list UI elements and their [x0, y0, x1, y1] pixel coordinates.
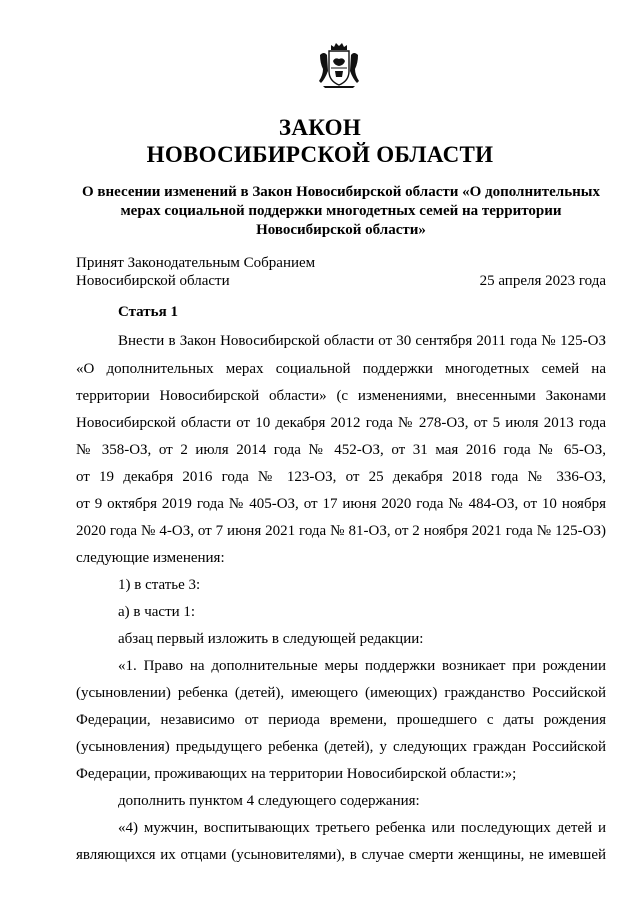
- body-line: следующие изменения:: [76, 550, 225, 566]
- subtitle-line: Новосибирской области»: [256, 222, 426, 238]
- body-line: от 9 октября 2019 года № 405-ОЗ, от 17 июня 2020 года № 484-ОЗ, от 10 ноября: [76, 496, 606, 512]
- adopted-by-line2: Новосибирской области: [76, 273, 230, 289]
- body-line: «4) мужчин, воспитывающих третьего ребенка или последующих детей и: [118, 820, 606, 836]
- body-line: 1) в статье 3:: [118, 577, 201, 593]
- body-line: Федерации, независимо от периода времени, прошедшего с даты рождения: [76, 712, 606, 728]
- region-title: НОВОСИБИРСКОЙ ОБЛАСТИ: [146, 142, 494, 167]
- body-line: являющихся их отцами (усыновителями), в случае смерти женщины, не имевшей: [76, 847, 606, 863]
- body-line: от 19 декабря 2016 года № 123-ОЗ, от 25 декабря 2018 года № 336-ОЗ,: [76, 469, 606, 485]
- body-line: (усыновлении) ребенка (детей), имеющего (имеющих) гражданство Российской: [76, 685, 606, 701]
- body-line: территории Новосибирской области» (с изменениями, внесенными Законами: [76, 388, 606, 404]
- body-line: Новосибирской области от 10 декабря 2012 года № 278-ОЗ, от 5 июля 2013 года: [76, 415, 606, 431]
- body-line: 2020 года № 4-ОЗ, от 7 июня 2021 года № 81-ОЗ, от 2 ноября 2021 года № 125-ОЗ): [76, 523, 606, 539]
- law-subtitle: [76, 202, 606, 221]
- adoption-date: 25 апреля 2023 года: [479, 273, 606, 289]
- law-subtitle: [76, 221, 606, 240]
- subtitle-line: мерах социальной поддержки многодетных семей на территории: [120, 203, 562, 219]
- body-line: (усыновления) предыдущего ребенка (детей), у следующих граждан Российской: [76, 739, 606, 755]
- law-subtitle: [76, 183, 606, 202]
- body-line: Внести в Закон Новосибирской области от 30 сентября 2011 года № 125-ОЗ: [118, 333, 606, 349]
- body-line: абзац первый изложить в следующей редакции:: [118, 631, 424, 647]
- body-line: «1. Право на дополнительные меры поддержки возникает при рождении: [118, 658, 606, 674]
- body-line: Федерации, проживающих на территории Новосибирской области:»;: [76, 766, 517, 782]
- body-line: № 358-ОЗ, от 2 июля 2014 года № 452-ОЗ, от 31 мая 2016 года № 65-ОЗ,: [76, 442, 606, 458]
- subtitle-line: О внесении изменений в Закон Новосибирской области «О дополнительных: [81, 184, 600, 200]
- law-title: ЗАКОН: [278, 115, 362, 140]
- body-line: дополнить пунктом 4 следующего содержания:: [118, 793, 420, 809]
- article-title: Статья 1: [118, 304, 178, 320]
- body-line: а) в части 1:: [118, 604, 196, 620]
- coat-of-arms-emblem: [317, 41, 361, 89]
- adopted-by-line1: Принят Законодательным Собранием: [76, 255, 316, 271]
- body-line: «О дополнительных мерах социальной поддержки многодетных семей на: [76, 361, 606, 377]
